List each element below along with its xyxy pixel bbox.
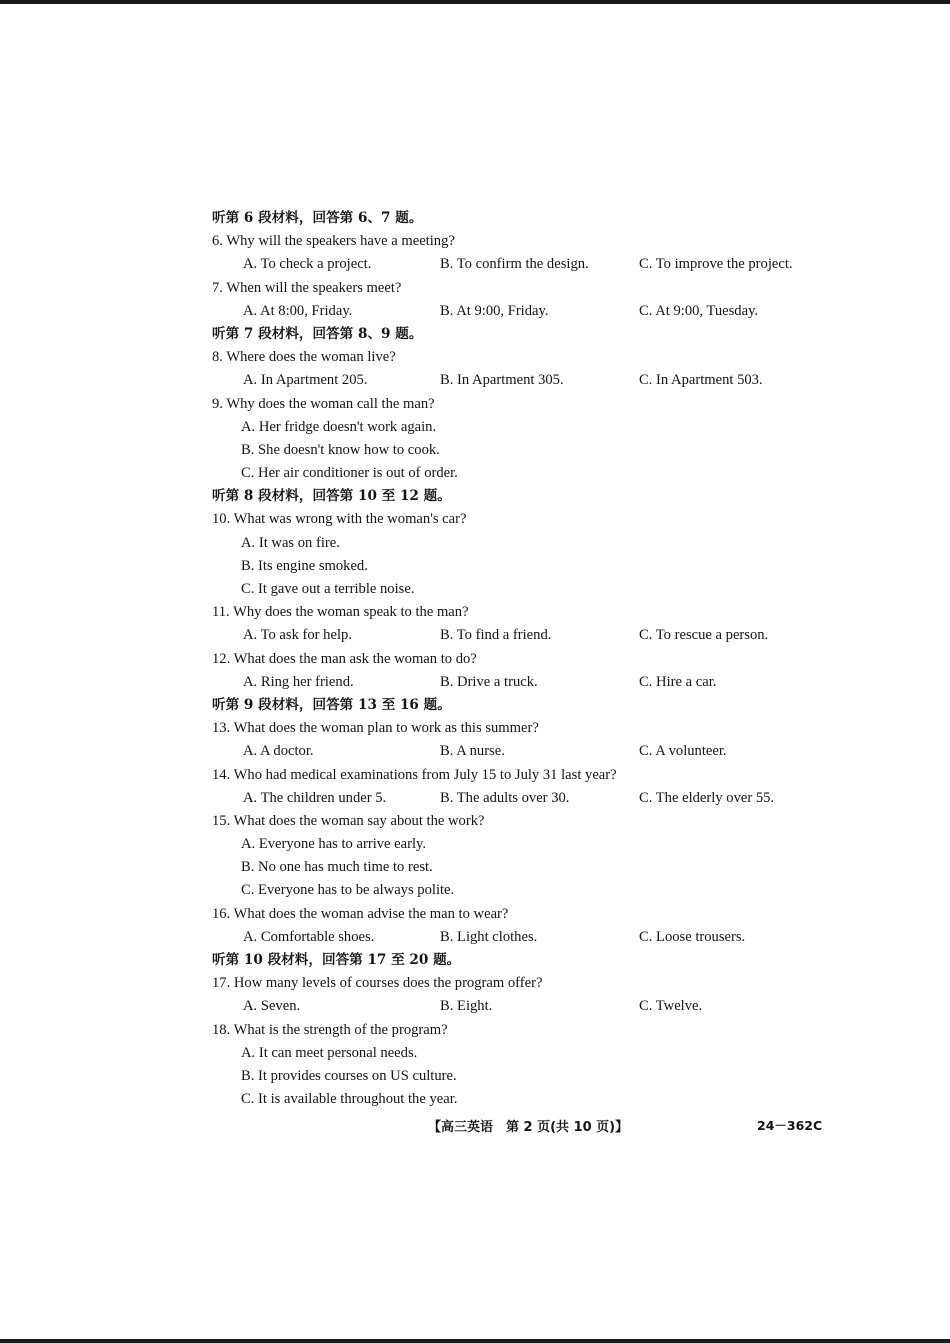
answer-options-row bbox=[212, 369, 852, 392]
answer-option: A. Her fridge doesn't work again. bbox=[241, 418, 437, 435]
answer-option-c: C. To improve the project. bbox=[639, 256, 793, 273]
answer-option: B. It provides courses on US culture. bbox=[241, 1067, 457, 1084]
answer-option-a: A. A doctor. bbox=[243, 743, 314, 760]
answer-option-c: C. Loose trousers. bbox=[639, 928, 746, 945]
answer-options-row bbox=[212, 740, 852, 763]
answer-option-c: C. A volunteer. bbox=[639, 743, 727, 760]
answer-option-a: A. At 8:00, Friday. bbox=[243, 302, 353, 319]
scan-bottom-edge bbox=[0, 1339, 950, 1343]
exam-page-content bbox=[212, 207, 852, 1111]
answer-option: B. Its engine smoked. bbox=[241, 557, 368, 574]
answer-option: B. No one has much time to rest. bbox=[241, 859, 433, 876]
question-text: 14. Who had medical examinations from July 15 to July 31 last year? bbox=[212, 766, 617, 783]
answer-options-row bbox=[212, 995, 852, 1018]
answer-option: C. It gave out a terrible noise. bbox=[241, 581, 415, 597]
question-text: 8. Where does the woman live? bbox=[212, 349, 396, 366]
answer-option: C. Her air conditioner is out of order. bbox=[241, 465, 458, 482]
answer-option: A. Everyone has to arrive early. bbox=[241, 836, 427, 853]
answer-option-b: B. To confirm the design. bbox=[440, 256, 589, 273]
answer-options-row bbox=[212, 300, 852, 323]
answer-option-b: B. Eight. bbox=[440, 998, 493, 1015]
answer-option-c: C. Twelve. bbox=[639, 998, 703, 1015]
answer-option-a: A. Seven. bbox=[243, 998, 301, 1015]
answer-option-b: B. To find a friend. bbox=[440, 627, 552, 644]
page-footer bbox=[0, 1116, 950, 1136]
question-text: 7. When will the speakers meet? bbox=[212, 279, 402, 296]
answer-option-a: A. To check a project. bbox=[243, 256, 372, 273]
answer-option-c: C. The elderly over 55. bbox=[639, 789, 775, 806]
section-instruction: 听第 10 段材料，回答第 17 至 20 题。 bbox=[212, 952, 461, 968]
question-text: 6. Why will the speakers have a meeting? bbox=[212, 233, 455, 250]
answer-option-a: A. In Apartment 205. bbox=[243, 372, 368, 389]
question-text: 9. Why does the woman call the man? bbox=[212, 395, 435, 412]
section-instruction: 听第 7 段材料，回答第 8、9 题。 bbox=[212, 325, 423, 342]
answer-option-c: C. To rescue a person. bbox=[639, 627, 769, 644]
exam-code: 24－362C bbox=[757, 1118, 823, 1133]
answer-options-row bbox=[212, 624, 852, 647]
answer-option: C. Everyone has to be always polite. bbox=[241, 882, 455, 899]
answer-options-row bbox=[212, 671, 852, 694]
answer-option-a: A. The children under 5. bbox=[243, 789, 387, 806]
answer-option-b: B. A nurse. bbox=[440, 743, 505, 760]
answer-option-a: A. Ring her friend. bbox=[243, 673, 354, 690]
question-text: 18. What is the strength of the program? bbox=[212, 1021, 448, 1038]
question-text: 13. What does the woman plan to work as this summer? bbox=[212, 720, 539, 737]
answer-option: C. It is available throughout the year. bbox=[241, 1091, 458, 1108]
answer-option-a: A. To ask for help. bbox=[243, 627, 352, 644]
question-text: 16. What does the woman advise the man to wear? bbox=[212, 905, 509, 922]
answer-option-a: A. Comfortable shoes. bbox=[243, 928, 375, 945]
page-number-label: 【高三英语 第 2 页(共 10 页)】 bbox=[428, 1120, 629, 1135]
scan-top-edge bbox=[0, 0, 950, 4]
section-instruction: 听第 6 段材料，回答第 6、7 题。 bbox=[212, 210, 423, 226]
answer-option-b: B. Light clothes. bbox=[440, 928, 538, 945]
answer-option-c: C. Hire a car. bbox=[639, 673, 717, 690]
section-instruction: 听第 8 段材料，回答第 10 至 12 题。 bbox=[212, 488, 451, 505]
answer-options-row bbox=[212, 787, 852, 810]
answer-option-b: B. The adults over 30. bbox=[440, 789, 570, 806]
answer-option-c: C. At 9:00, Tuesday. bbox=[639, 302, 759, 319]
question-text: 10. What was wrong with the woman's car? bbox=[212, 511, 467, 528]
answer-option: A. It can meet personal needs. bbox=[241, 1044, 418, 1061]
question-text: 11. Why does the woman speak to the man? bbox=[212, 604, 469, 621]
question-text: 15. What does the woman say about the work? bbox=[212, 812, 485, 829]
section-instruction: 听第 9 段材料，回答第 13 至 16 题。 bbox=[212, 696, 451, 713]
question-text: 12. What does the man ask the woman to do? bbox=[212, 650, 477, 667]
answer-option-b: B. At 9:00, Friday. bbox=[440, 302, 549, 319]
answer-option-b: B. In Apartment 305. bbox=[440, 372, 564, 389]
answer-option-b: B. Drive a truck. bbox=[440, 673, 538, 690]
question-text: 17. How many levels of courses does the program offer? bbox=[212, 975, 543, 992]
answer-option-c: C. In Apartment 503. bbox=[639, 372, 763, 389]
answer-option: B. She doesn't know how to cook. bbox=[241, 441, 440, 458]
answer-options-row bbox=[212, 926, 852, 949]
answer-option: A. It was on fire. bbox=[241, 534, 340, 551]
answer-options-row bbox=[212, 253, 852, 276]
